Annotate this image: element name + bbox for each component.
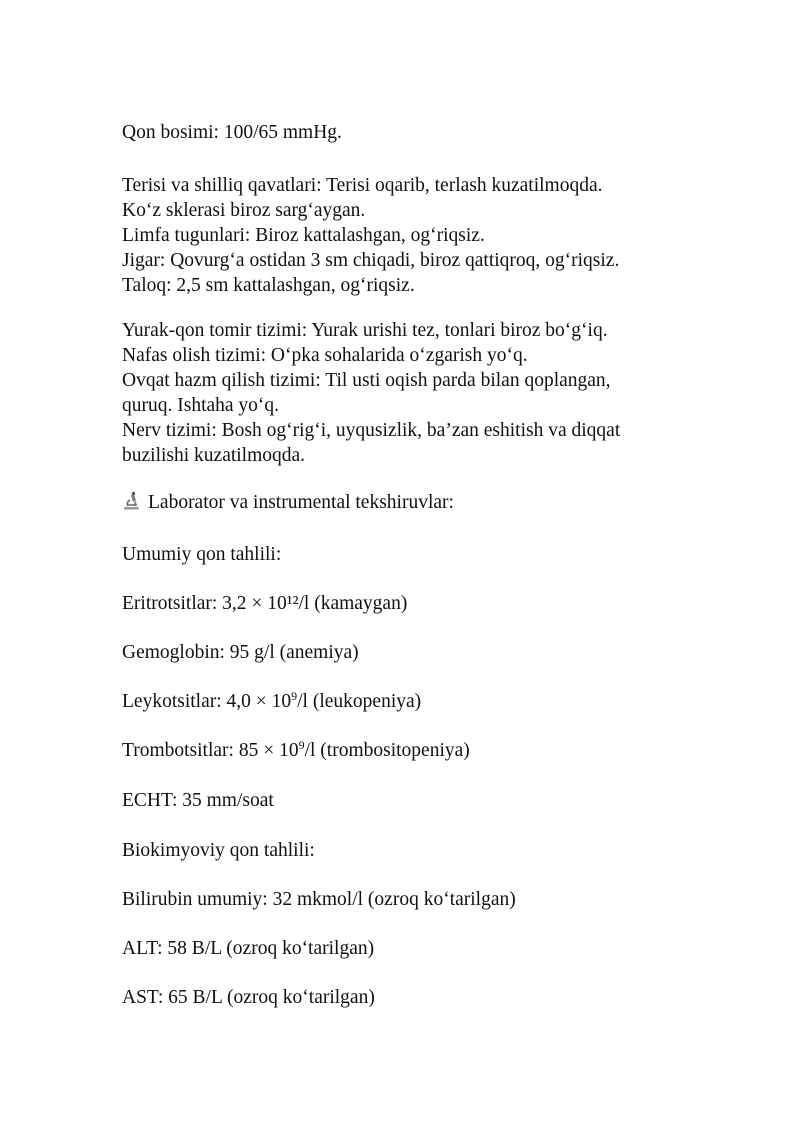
rbc-result: Eritrotsitlar: 3,2 × 10¹²/l (kamaygan) <box>122 593 408 614</box>
bilirubin-result: Bilirubin umumiy: 32 mkmol/l (ozroq ko‘tarilgan) <box>122 889 516 910</box>
system-line: buzilishi kuzatilmoqda. <box>122 445 306 466</box>
plt-suffix: /l (trombositopeniya) <box>304 740 470 761</box>
cbc-title: Umumiy qon tahlili: <box>122 544 282 565</box>
exam-line: Limfa tugunlari: Biroz kattalashgan, og‘riqsiz. <box>122 225 485 246</box>
exam-line: Jigar: Qovurg‘a ostidan 3 sm chiqadi, biroz qattiqroq, og‘riqsiz. <box>122 250 620 271</box>
systems-block <box>122 318 742 468</box>
lab-heading <box>122 490 742 515</box>
system-line: Ovqat hazm qilish tizimi: Til usti oqish parda bilan qoplangan, <box>122 370 611 391</box>
ast-result: AST: 65 B/L (ozroq ko‘tarilgan) <box>122 987 375 1008</box>
wbc-prefix: Leykotsitlar: 4,0 × 10 <box>122 691 292 712</box>
exam-line: Taloq: 2,5 sm kattalashgan, og‘riqsiz. <box>122 275 415 296</box>
lab-heading-text: Laborator va instrumental tekshiruvlar: <box>148 492 454 513</box>
biochem-title: Biokimyoviy qon tahlili: <box>122 840 315 861</box>
platelet-result <box>122 738 742 763</box>
system-line: Nafas olish tizimi: O‘pka sohalarida o‘zgarish yo‘q. <box>122 345 528 366</box>
plt-exponent: 9 <box>298 738 305 752</box>
exam-line: Terisi va shilliq qavatlari: Terisi oqarib, terlash kuzatilmoqda. <box>122 175 603 196</box>
plt-prefix: Trombotsitlar: 85 × 10 <box>122 740 299 761</box>
physical-exam-block <box>122 173 742 298</box>
system-line: quruq. Ishtaha yo‘q. <box>122 395 280 416</box>
wbc-result <box>122 689 742 714</box>
hemoglobin-result: Gemoglobin: 95 g/l (anemiya) <box>122 642 359 663</box>
system-line: Yurak-qon tomir tizimi: Yurak urishi tez, tonlari biroz bo‘g‘iq. <box>122 320 608 341</box>
wbc-suffix: /l (leukopeniya) <box>297 691 422 712</box>
esr-result: ECHT: 35 mm/soat <box>122 790 274 811</box>
system-line: Nerv tizimi: Bosh og‘rig‘i, uyqusizlik, ba’zan eshitish va diqqat <box>122 420 621 441</box>
blood-pressure: Qon bosimi: 100/65 mmHg. <box>122 122 342 143</box>
exam-line: Ko‘z sklerasi biroz sarg‘aygan. <box>122 200 366 221</box>
wbc-exponent: 9 <box>291 689 298 703</box>
alt-result: ALT: 58 B/L (ozroq ko‘tarilgan) <box>122 938 375 959</box>
microscope-icon <box>122 491 142 511</box>
